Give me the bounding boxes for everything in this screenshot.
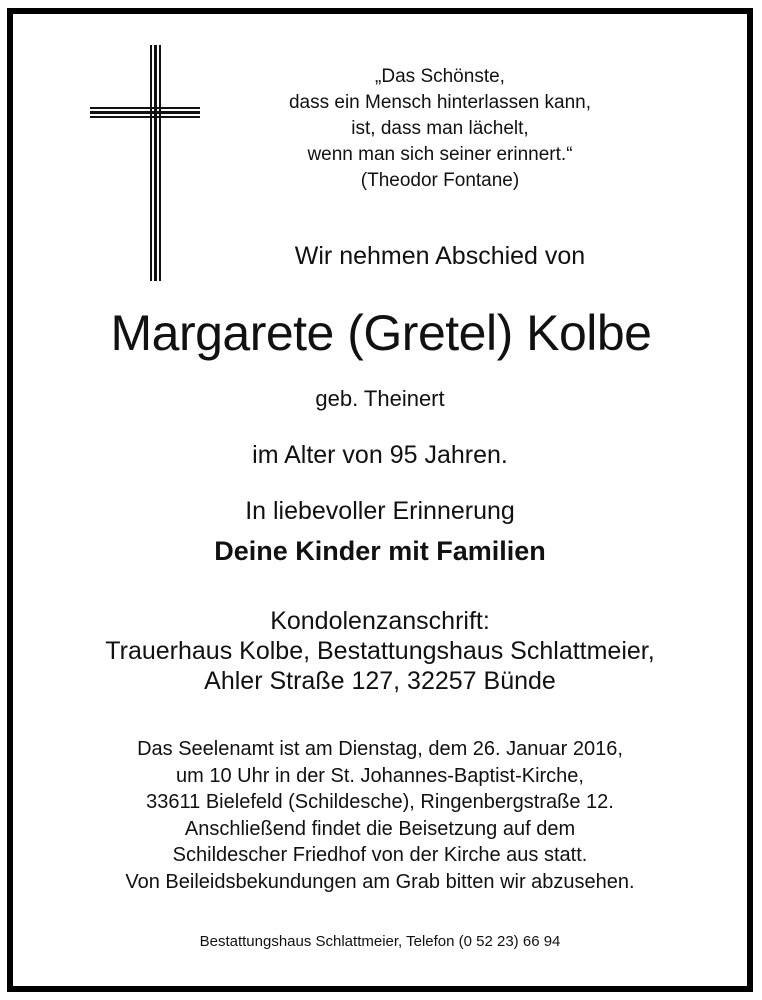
service-line: Anschließend findet die Beisetzung auf dem bbox=[184, 817, 576, 840]
service-line: Das Seelenamt ist am Dienstag, dem 26. Januar 2016, bbox=[137, 738, 623, 760]
intro-text: Wir nehmen Abschied von bbox=[294, 242, 586, 270]
quote-line: „Das Schönste, bbox=[375, 66, 505, 87]
condolence-line: Ahler Straße 127, 32257 Bünde bbox=[204, 667, 556, 695]
service-line: 33611 Bielefeld (Schildesche), Ringenbergstraße 12. bbox=[146, 791, 614, 813]
family-signature: Deine Kinder mit Familien bbox=[214, 536, 546, 566]
service-details bbox=[40, 736, 720, 895]
quote-line: ist, dass man lächelt, bbox=[351, 118, 529, 139]
condolence-line: Trauerhaus Kolbe, Bestattungshaus Schlattmeier, bbox=[105, 637, 655, 665]
service-line: Von Beileidsbekundungen am Grab bitten wir abzusehen. bbox=[125, 870, 635, 893]
service-line: um 10 Uhr in der St. Johannes-Baptist-Kirche, bbox=[176, 764, 584, 787]
age-text: im Alter von 95 Jahren. bbox=[252, 441, 508, 469]
remembrance-text: In liebevoller Erinnerung bbox=[245, 497, 515, 525]
service-line: Schildescher Friedhof von der Kirche aus statt. bbox=[172, 844, 588, 866]
quote-author: (Theodor Fontane) bbox=[360, 170, 520, 191]
quote-line: dass ein Mensch hinterlassen kann, bbox=[288, 92, 592, 113]
deceased-name: Margarete (Gretel) Kolbe bbox=[110, 305, 652, 361]
quote-line: wenn man sich seiner erinnert.“ bbox=[307, 144, 573, 165]
funeral-home-footer: Bestattungshaus Schlattmeier, Telefon (0 52 23) 66 94 bbox=[199, 933, 561, 950]
quote-block bbox=[260, 64, 620, 194]
condolence-address bbox=[60, 606, 700, 696]
cross-icon bbox=[90, 45, 200, 281]
birth-name: geb. Theinert bbox=[315, 386, 445, 411]
condolence-heading: Kondolenzanschrift: bbox=[270, 607, 490, 635]
